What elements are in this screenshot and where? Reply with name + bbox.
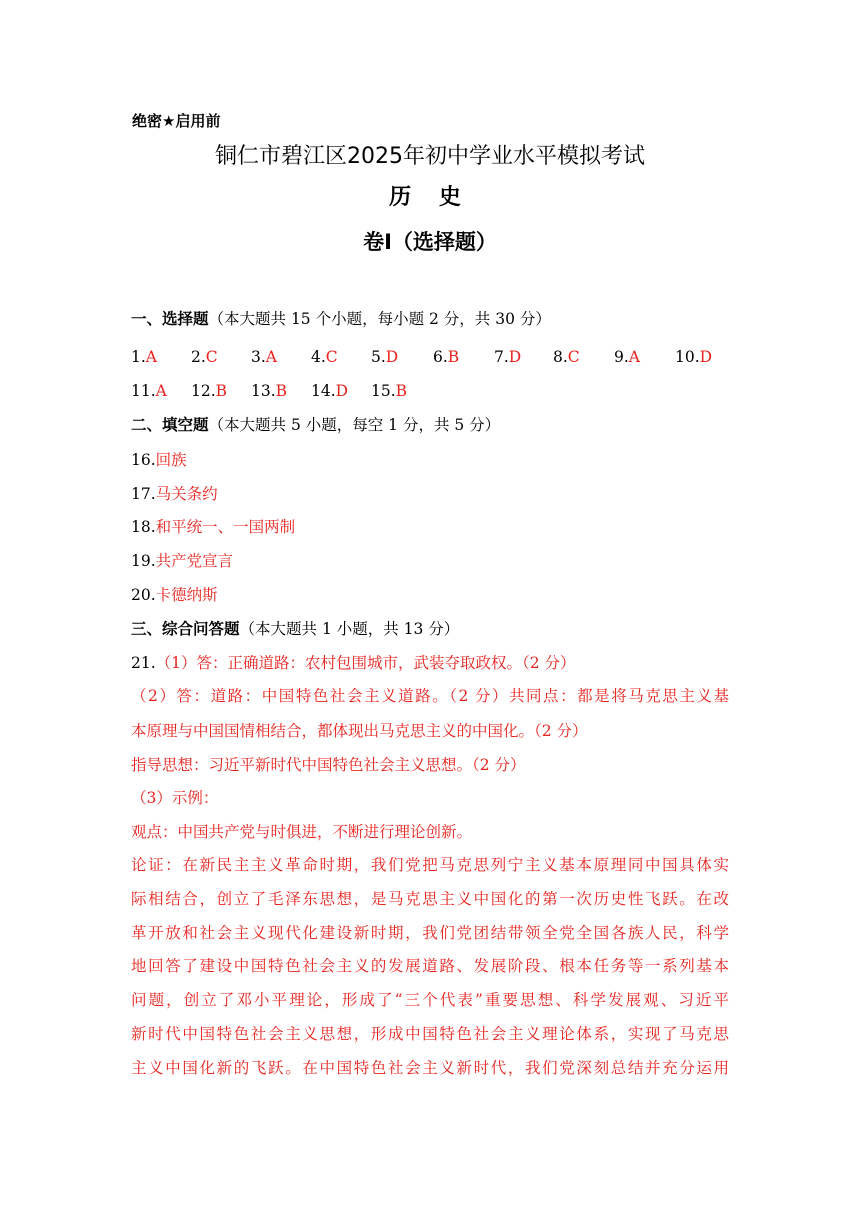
subject-title: 历 史 [389, 185, 471, 210]
answer-item-10: 10.D [675, 348, 713, 366]
section-3-heading [131, 618, 459, 640]
answer-item-7: 7.D [494, 348, 522, 366]
section-2-note: （本大题共 5 小题，每空 1 分，共 5 分） [208, 416, 501, 434]
answer-item-1: 1.A [131, 348, 157, 366]
section-1-title: 一、选择题 [131, 310, 209, 328]
section-2-title: 二、填空题 [131, 416, 209, 434]
argument-line-4: 地回答了建设中国特色社会主义的发展道路、发展阶段、根本任务等一系列基本 [131, 957, 729, 975]
argument-line-5: 问题，创立了邓小平理论，形成了“三个代表”重要思想、科学发展观、习近平 [131, 991, 729, 1009]
fill-item-18: 18.和平统一、一国两制 [131, 518, 296, 536]
confidential-label: 绝密★启用前 [132, 112, 221, 130]
section-3-title: 三、综合问答题 [131, 620, 240, 638]
q21-part-2-line-2: 本原理与中国国情相结合，都体现出马克思主义的中国化。（2 分） [131, 722, 588, 740]
argument-line-2: 际相结合，创立了毛泽东思想，是马克思主义中国化的第一次历史性飞跃。在改 [131, 890, 729, 908]
answer-item-11: 11.A [131, 382, 167, 400]
fill-item-19: 19.共产党宣言 [131, 552, 234, 570]
answer-item-15: 15.B [371, 382, 408, 400]
answer-item-3: 3.A [251, 348, 277, 366]
q21-part-2-line-3: 指导思想：习近平新时代中国特色社会主义思想。（2 分） [131, 756, 526, 774]
section-1-heading [131, 308, 551, 330]
answer-item-12: 12.B [191, 382, 228, 400]
answer-item-4: 4.C [311, 348, 338, 366]
section-2-heading [131, 414, 500, 436]
answer-item-5: 5.D [371, 348, 399, 366]
answer-item-8: 8.C [553, 348, 580, 366]
q21-viewpoint: 观点：中国共产党与时俱进，不断进行理论创新。 [131, 823, 473, 841]
q21-part-1: 21.（1）答：正确道路：农村包围城市，武装夺取政权。（2 分） [131, 654, 576, 672]
exam-title: 铜仁市碧江区2025年初中学业水平模拟考试 [215, 144, 645, 169]
answer-item-9: 9.A [614, 348, 640, 366]
fill-item-17: 17.马关条约 [131, 485, 218, 503]
paper-title: 卷Ⅰ（选择题） [363, 230, 497, 254]
section-3-note: （本大题共 1 小题，共 13 分） [239, 620, 460, 638]
argument-line-3: 革开放和社会主义现代化建设新时期，我们党团结带领全党全国各族人民，科学 [131, 924, 729, 942]
q21-part-3: （3）示例： [131, 789, 219, 807]
answer-item-14: 14.D [311, 382, 349, 400]
argument-line-6: 新时代中国特色社会主义思想，形成中国特色社会主义理论体系，实现了马克思 [131, 1025, 729, 1043]
fill-item-16: 16.回族 [131, 451, 187, 469]
section-1-note: （本大题共 15 个小题，每小题 2 分，共 30 分） [208, 310, 551, 328]
fill-item-20: 20.卡德纳斯 [131, 586, 218, 604]
argument-line-7: 主义中国化新的飞跃。在中国特色社会主义新时代，我们党深刻总结并充分运用 [131, 1059, 729, 1077]
argument-line-1: 论证：在新民主主义革命时期，我们党把马克思列宁主义基本原理同中国具体实 [131, 856, 729, 874]
answer-item-6: 6.B [433, 348, 460, 366]
q21-part-2-line-1: （2）答：道路：中国特色社会主义道路。（2 分）共同点：都是将马克思主义基 [131, 687, 729, 705]
answer-item-13: 13.B [251, 382, 288, 400]
answer-item-2: 2.C [191, 348, 218, 366]
